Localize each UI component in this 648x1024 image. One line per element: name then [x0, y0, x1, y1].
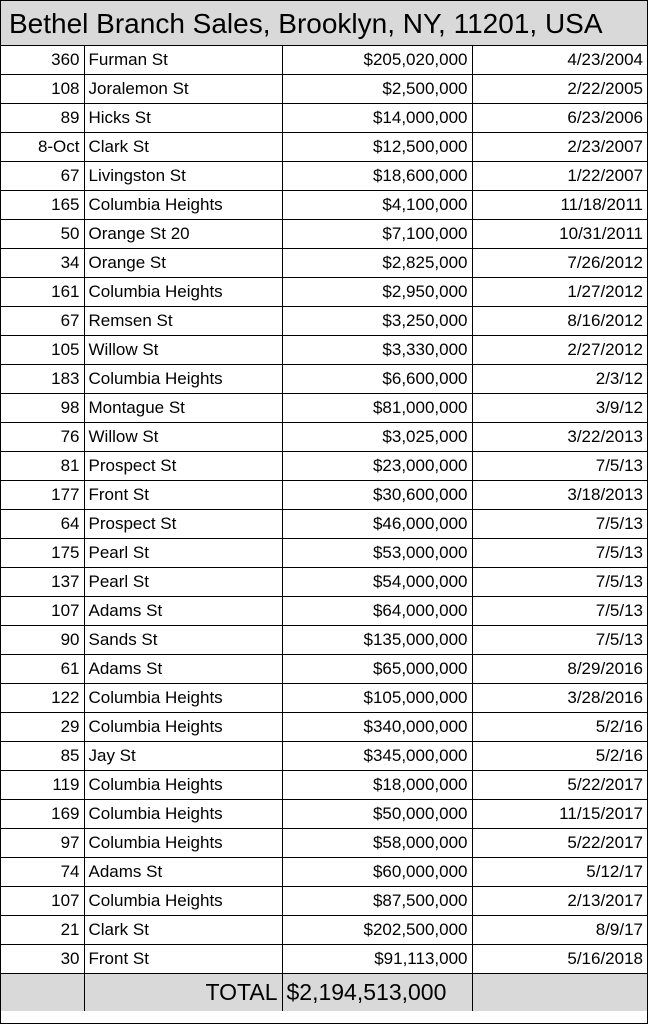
sale-date-cell: 7/5/13: [472, 510, 647, 539]
sale-price-cell: $54,000,000: [282, 568, 472, 597]
sale-price-cell: $30,600,000: [282, 481, 472, 510]
total-empty-cell: [472, 974, 647, 1011]
table-row: [1, 887, 647, 916]
sale-date-cell: 7/5/13: [472, 568, 647, 597]
street-number-cell: 76: [1, 423, 84, 452]
street-name-cell: Columbia Heights: [84, 887, 282, 916]
street-name-cell: Adams St: [84, 597, 282, 626]
street-number-cell: 74: [1, 858, 84, 887]
sale-date-cell: 7/5/13: [472, 597, 647, 626]
sale-price-cell: $205,020,000: [282, 46, 472, 75]
street-name-cell: Sands St: [84, 626, 282, 655]
sale-price-cell: $65,000,000: [282, 655, 472, 684]
sale-date-cell: 7/5/13: [472, 539, 647, 568]
street-name-cell: Columbia Heights: [84, 365, 282, 394]
sale-date-cell: 2/3/12: [472, 365, 647, 394]
street-number-cell: 119: [1, 771, 84, 800]
street-name-cell: Pearl St: [84, 539, 282, 568]
sale-price-cell: $4,100,000: [282, 191, 472, 220]
table-row: [1, 133, 647, 162]
street-name-cell: Jay St: [84, 742, 282, 771]
street-name-cell: Willow St: [84, 336, 282, 365]
table-row: [1, 655, 647, 684]
table-row: [1, 75, 647, 104]
street-name-cell: Orange St 20: [84, 220, 282, 249]
sale-date-cell: 5/2/16: [472, 742, 647, 771]
sale-date-cell: 2/13/2017: [472, 887, 647, 916]
street-name-cell: Orange St: [84, 249, 282, 278]
street-number-cell: 97: [1, 829, 84, 858]
street-number-cell: 108: [1, 75, 84, 104]
table-row: [1, 626, 647, 655]
sales-table-body: [1, 46, 647, 974]
sale-date-cell: 10/31/2011: [472, 220, 647, 249]
sale-date-cell: 7/5/13: [472, 452, 647, 481]
sale-price-cell: $3,250,000: [282, 307, 472, 336]
street-name-cell: Clark St: [84, 916, 282, 945]
street-name-cell: Columbia Heights: [84, 829, 282, 858]
sale-date-cell: 2/22/2005: [472, 75, 647, 104]
sale-price-cell: $105,000,000: [282, 684, 472, 713]
sale-price-cell: $2,950,000: [282, 278, 472, 307]
sale-date-cell: 3/28/2016: [472, 684, 647, 713]
street-number-cell: 169: [1, 800, 84, 829]
street-name-cell: Columbia Heights: [84, 771, 282, 800]
sheet-title: Bethel Branch Sales, Brooklyn, NY, 11201, USA: [1, 1, 647, 46]
sale-price-cell: $202,500,000: [282, 916, 472, 945]
sale-date-cell: 5/22/2017: [472, 829, 647, 858]
sale-date-cell: 2/27/2012: [472, 336, 647, 365]
sale-price-cell: $91,113,000: [282, 945, 472, 974]
total-empty-cell: [1, 974, 84, 1011]
street-number-cell: 360: [1, 46, 84, 75]
total-label: TOTAL: [84, 974, 282, 1011]
table-row: [1, 742, 647, 771]
street-name-cell: Columbia Heights: [84, 684, 282, 713]
sale-date-cell: 6/23/2006: [472, 104, 647, 133]
street-number-cell: 161: [1, 278, 84, 307]
street-number-cell: 64: [1, 510, 84, 539]
table-row: [1, 539, 647, 568]
street-name-cell: Columbia Heights: [84, 713, 282, 742]
street-name-cell: Prospect St: [84, 510, 282, 539]
street-name-cell: Adams St: [84, 858, 282, 887]
table-row: [1, 597, 647, 626]
sale-price-cell: $81,000,000: [282, 394, 472, 423]
sale-date-cell: 5/12/17: [472, 858, 647, 887]
sale-price-cell: $18,000,000: [282, 771, 472, 800]
table-row: [1, 104, 647, 133]
sale-date-cell: 8/16/2012: [472, 307, 647, 336]
sale-price-cell: $3,025,000: [282, 423, 472, 452]
street-name-cell: Columbia Heights: [84, 191, 282, 220]
table-row: [1, 423, 647, 452]
street-number-cell: 21: [1, 916, 84, 945]
table-row: [1, 452, 647, 481]
table-row: [1, 858, 647, 887]
street-number-cell: 177: [1, 481, 84, 510]
sale-date-cell: 5/2/16: [472, 713, 647, 742]
sale-price-cell: $2,825,000: [282, 249, 472, 278]
street-number-cell: 81: [1, 452, 84, 481]
table-row: [1, 481, 647, 510]
street-name-cell: Remsen St: [84, 307, 282, 336]
street-number-cell: 89: [1, 104, 84, 133]
sale-date-cell: 7/5/13: [472, 626, 647, 655]
sale-price-cell: $23,000,000: [282, 452, 472, 481]
table-row: [1, 771, 647, 800]
sale-date-cell: 8/29/2016: [472, 655, 647, 684]
table-row: [1, 510, 647, 539]
sale-price-cell: $87,500,000: [282, 887, 472, 916]
table-row: [1, 945, 647, 974]
table-row: [1, 191, 647, 220]
street-name-cell: Furman St: [84, 46, 282, 75]
street-number-cell: 183: [1, 365, 84, 394]
street-number-cell: 8-Oct: [1, 133, 84, 162]
street-name-cell: Montague St: [84, 394, 282, 423]
table-row: [1, 394, 647, 423]
street-number-cell: 85: [1, 742, 84, 771]
sale-date-cell: 7/26/2012: [472, 249, 647, 278]
street-number-cell: 105: [1, 336, 84, 365]
street-number-cell: 122: [1, 684, 84, 713]
table-row: [1, 829, 647, 858]
table-row: [1, 800, 647, 829]
sale-price-cell: $3,330,000: [282, 336, 472, 365]
street-number-cell: 90: [1, 626, 84, 655]
total-value: $2,194,513,000: [282, 974, 472, 1011]
sale-price-cell: $2,500,000: [282, 75, 472, 104]
table-row: [1, 916, 647, 945]
sale-price-cell: $135,000,000: [282, 626, 472, 655]
street-number-cell: 67: [1, 307, 84, 336]
street-name-cell: Pearl St: [84, 568, 282, 597]
street-name-cell: Clark St: [84, 133, 282, 162]
sale-date-cell: 4/23/2004: [472, 46, 647, 75]
street-number-cell: 107: [1, 597, 84, 626]
sale-date-cell: 5/22/2017: [472, 771, 647, 800]
table-row: [1, 220, 647, 249]
sale-date-cell: 3/9/12: [472, 394, 647, 423]
sale-date-cell: 1/27/2012: [472, 278, 647, 307]
sale-date-cell: 3/18/2013: [472, 481, 647, 510]
street-number-cell: 61: [1, 655, 84, 684]
table-row: [1, 46, 647, 75]
street-name-cell: Columbia Heights: [84, 800, 282, 829]
sale-date-cell: 1/22/2007: [472, 162, 647, 191]
street-name-cell: Hicks St: [84, 104, 282, 133]
street-name-cell: Joralemon St: [84, 75, 282, 104]
sale-date-cell: 11/18/2011: [472, 191, 647, 220]
street-number-cell: 137: [1, 568, 84, 597]
sale-price-cell: $18,600,000: [282, 162, 472, 191]
sale-date-cell: 8/9/17: [472, 916, 647, 945]
table-row: [1, 162, 647, 191]
sale-date-cell: 3/22/2013: [472, 423, 647, 452]
street-name-cell: Columbia Heights: [84, 278, 282, 307]
street-number-cell: 67: [1, 162, 84, 191]
street-number-cell: 29: [1, 713, 84, 742]
street-number-cell: 165: [1, 191, 84, 220]
table-row: [1, 365, 647, 394]
table-row: [1, 307, 647, 336]
table-row: [1, 684, 647, 713]
sale-price-cell: $7,100,000: [282, 220, 472, 249]
table-row: [1, 336, 647, 365]
table-row: [1, 568, 647, 597]
sale-date-cell: 11/15/2017: [472, 800, 647, 829]
sale-price-cell: $12,500,000: [282, 133, 472, 162]
sale-price-cell: $46,000,000: [282, 510, 472, 539]
sale-price-cell: $58,000,000: [282, 829, 472, 858]
sale-date-cell: 5/16/2018: [472, 945, 647, 974]
street-name-cell: Front St: [84, 481, 282, 510]
sale-price-cell: $340,000,000: [282, 713, 472, 742]
sale-price-cell: $64,000,000: [282, 597, 472, 626]
table-row: [1, 713, 647, 742]
street-name-cell: Adams St: [84, 655, 282, 684]
street-number-cell: 175: [1, 539, 84, 568]
street-number-cell: 34: [1, 249, 84, 278]
sale-price-cell: $60,000,000: [282, 858, 472, 887]
street-number-cell: 98: [1, 394, 84, 423]
table-row: [1, 278, 647, 307]
street-number-cell: 30: [1, 945, 84, 974]
sale-date-cell: 2/23/2007: [472, 133, 647, 162]
sale-price-cell: $53,000,000: [282, 539, 472, 568]
sale-price-cell: $345,000,000: [282, 742, 472, 771]
table-row: [1, 249, 647, 278]
sale-price-cell: $6,600,000: [282, 365, 472, 394]
street-number-cell: 107: [1, 887, 84, 916]
street-name-cell: Front St: [84, 945, 282, 974]
sale-price-cell: $50,000,000: [282, 800, 472, 829]
street-name-cell: Prospect St: [84, 452, 282, 481]
total-row: [1, 974, 647, 1011]
street-name-cell: Livingston St: [84, 162, 282, 191]
sales-table: [1, 46, 647, 1011]
street-number-cell: 50: [1, 220, 84, 249]
sale-price-cell: $14,000,000: [282, 104, 472, 133]
street-name-cell: Willow St: [84, 423, 282, 452]
